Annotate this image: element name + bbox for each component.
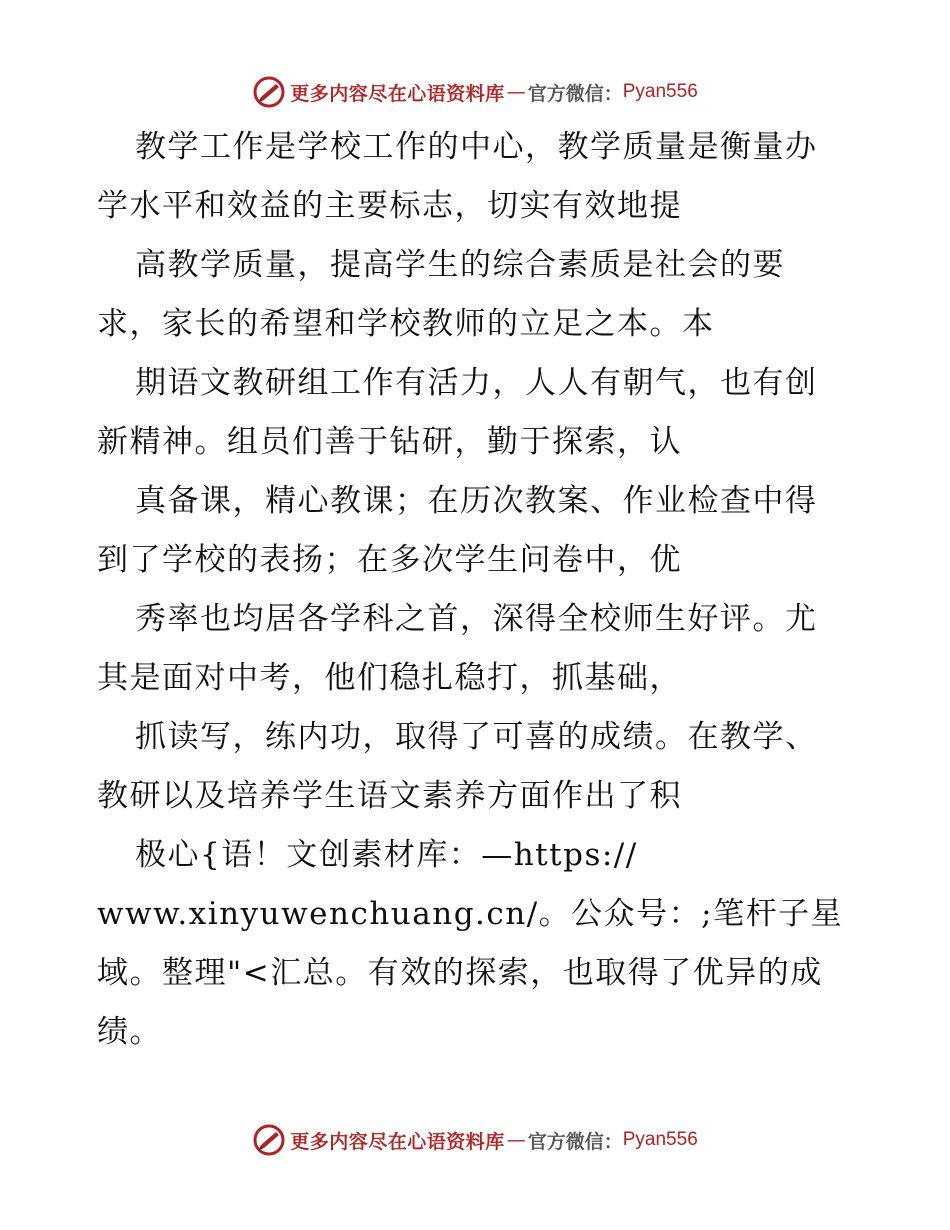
header-banner <box>0 72 950 112</box>
text-line-16: 绩。 <box>97 1014 162 1050</box>
banner-separator: — <box>506 1129 526 1151</box>
text-line-6: 新精神。组员们善于钻研，勤于探索，认 <box>97 424 682 460</box>
banner-brand: 更多内容尽在心语资料库 <box>290 82 505 105</box>
banner-wechat-label: 官方微信： <box>527 82 623 105</box>
text-line-10: 其是面对中考，他们稳扎稳打，抓基础， <box>97 660 682 696</box>
banner-wechat-label: 官方微信： <box>527 1130 623 1153</box>
document-body <box>97 118 867 1062</box>
text-line-14: www.xinyuwenchuang.cn/。公众号：;笔杆子星 <box>97 896 844 932</box>
text-line-13: 极心{语！文创素材库：—https:// <box>135 837 638 873</box>
text-line-4: 求，家长的希望和学校教师的立足之本。本 <box>97 306 715 342</box>
banner-separator: — <box>506 81 526 103</box>
text-line-15: 域。整理"<汇总。有效的探索，也取得了优异的成 <box>97 955 823 991</box>
text-line-8: 到了学校的表扬；在多次学生问卷中，优 <box>97 542 682 578</box>
banner-wechat-id: Pyan556 <box>622 1129 698 1150</box>
banner-brand: 更多内容尽在心语资料库 <box>290 1130 505 1153</box>
text-line-1: 教学工作是学校工作的中心，教学质量是衡量办 <box>135 129 818 165</box>
logo-icon <box>252 1123 286 1157</box>
footer-banner <box>0 1120 950 1160</box>
text-line-11: 抓读写，练内功，取得了可喜的成绩。在教学、 <box>135 719 818 755</box>
text-line-9: 秀率也均居各学科之首，深得全校师生好评。尤 <box>135 601 818 637</box>
text-line-7: 真备课，精心教课；在历次教案、作业检查中得 <box>135 483 818 519</box>
text-line-5: 期语文教研组工作有活力，人人有朝气，也有创 <box>135 365 818 401</box>
text-line-12: 教研以及培养学生语文素养方面作出了积 <box>97 778 682 814</box>
text-line-3: 高教学质量，提高学生的综合素质是社会的要 <box>135 247 785 283</box>
text-line-2: 学水平和效益的主要标志，切实有效地提 <box>97 188 682 224</box>
logo-icon <box>252 75 286 109</box>
banner-wechat-id: Pyan556 <box>622 81 698 102</box>
